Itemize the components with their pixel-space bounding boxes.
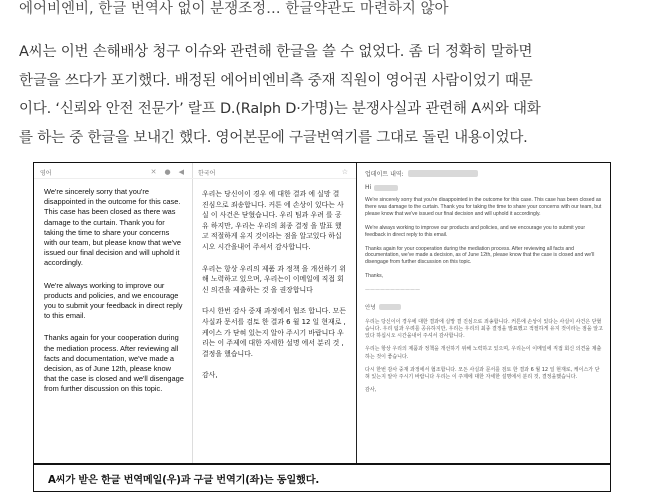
- email-greeting: [365, 184, 604, 191]
- email-subject: [365, 169, 604, 178]
- source-language-label: 영어: [40, 169, 52, 177]
- translated-paragraph: 우리는 당신이이 경우 에 대한 결과 에 실망 결 진심으로 죄송합니다. 커튼 에 손상이 있다는 사실 이 사건은 닫혔습니다. 우리 팀과 우려 를 공유 하지만, 우리는 우리의 최종 결정 을 발표 했고 적절하게 유지 것이라는 점을 알고있다 하십시오 시간을내어 주셔서 감사합니다.: [202, 190, 344, 251]
- redacted-block: [408, 170, 478, 177]
- redacted-name: [379, 304, 401, 310]
- source-paragraph: Thanks again for your cooperation during the mediation process. After reviewing all facts and documentation, we've made a decision, as of June 12th, please know that the case is closed and we'll disengage from further discussion on this topic.: [44, 333, 184, 394]
- target-language-label: 한국어: [198, 169, 216, 177]
- redacted-name: [374, 185, 398, 191]
- email-separator: ———————————: [365, 287, 420, 294]
- source-paragraph: We're sincerely sorry that you're disappointed in the outcome for this case. This case has been closed as there was damage to the curtain. Thank you for taking the time to share your concerns with our team, but please know that we've issued our final decision and will uphold it accordingly.: [44, 187, 181, 268]
- target-pane-header: [192, 163, 356, 179]
- source-text: [34, 179, 192, 395]
- paragraph-line: A씨는 이번 손해배상 청구 이슈와 관련해 한글을 쓸 수 없었다. 좀 더 정확히 말하면: [19, 44, 533, 60]
- email-paragraph: Thanks again for your cooperation during the mediation process. After reviewing all facts and documentation, we've made a decision, as of June 12th, please know that the case is closed and we'll disengage from further discussion on this topic.: [365, 245, 595, 266]
- email-korean-paragraph: 우리는 항상 우리의 제품과 정책을 개선하기 위해 노력하고 있으며, 우리는이 이메일에 직접 회신 의견을 제출하는 것이 좋습니다.: [365, 346, 602, 360]
- email-subject-label: 업데이트 내역:: [365, 171, 404, 178]
- comparison-figure: [33, 162, 611, 492]
- microphone-icon: ●: [164, 168, 171, 176]
- email-korean-paragraph: 우리는 당신이이 경우에 대한 결과에 실망 결 진심으로 죄송합니다. 커튼에 손상이 있다는 사실이 사건은 닫혔습니다. 우리 팀과 우려를 공유하지만, 우리는 우리의 최종 결정을 발표했고 적절하게 유지 것이라는 점을 알고있다 하십시오 시간을내어 주셔서 감사합니다.: [365, 319, 603, 340]
- email-korean-greeting: [365, 303, 604, 311]
- email-paragraph: We're sincerely sorry that you're disappointed in the outcome for this case. This case has been closed as there was damage to the curtain. Thank you for taking the time to share your concerns with our team, but please know that we've issued our final decision and will uphold it accordingly.: [365, 197, 602, 217]
- email-korean-paragraph: 다시 한번 감사 중재 과정에서 협조합니다. 모든 사실과 문서를 검토 한 결과 6 월 12 일 현재로, 케이스가 닫혀 있는지 알아 주시기 바랍니다 우리는 이 주제에 대한 자세한 설명에서 분리 것, 결정을했습니다.: [365, 366, 600, 380]
- google-translate-target-pane: [192, 163, 357, 463]
- clear-icon: ✕: [150, 168, 157, 176]
- email-english-body: [365, 197, 604, 280]
- korean-greeting-label: 안녕: [365, 305, 376, 312]
- star-icon: ☆: [341, 168, 348, 176]
- translated-paragraph: 다시 한번 감사 중재 과정에서 협조 합니다. 모든 사실과 문서를 검토 한 결과 6 월 12 일 현재로 , 케이스 가 닫혀 있는지 알아 주시기 바랍니다 우리는 이 주제에 대한 자세한 설명 에서 분리 것 , 결정을 했습니다.: [202, 307, 346, 358]
- email-korean-paragraph: 감사,: [365, 386, 377, 393]
- paragraph-line: 이다. ‘신뢰와 안전 전문가’ 랄프 D.(Ralph D·가명)는 분쟁사실과 관련해 A씨와 대화: [19, 101, 541, 117]
- article-paragraph: [19, 38, 649, 152]
- speaker-icon: ◀: [178, 168, 184, 176]
- airbnb-email-pane: [357, 163, 610, 463]
- paragraph-line: 를 하는 중 한글을 보내긴 했다. 영어본문에 구글번역기를 그대로 돌린 내용이었다.: [19, 129, 528, 146]
- source-pane-header: [34, 163, 192, 179]
- email-paragraph: We're always working to improve our products and policies, and we encourage you to submit your feedback in direct reply to this email.: [365, 224, 586, 238]
- translated-paragraph: 우리는 항상 우리의 제품 과 정책 을 개선하기 위해 노력하고 있으며, 우리는이 이메일에 직접 회신 의견을 제출하는 것 을 권장합니다: [202, 264, 346, 294]
- email-greeting-label: Hi: [365, 184, 372, 191]
- email-korean-body: [365, 319, 604, 394]
- translated-text: [192, 179, 356, 381]
- email-content: [357, 163, 610, 394]
- email-paragraph: Thanks,: [365, 273, 384, 280]
- source-paragraph: We're always working to improve our products and policies, and we encourage you to submit your feedback in direct reply to this email.: [44, 280, 183, 321]
- figure-caption: A씨가 받은 한글 번역메일(우)과 구글 번역기(좌)는 동일했다.: [34, 463, 610, 491]
- article-subheading: 에어비엔비, 한글 번역사 없이 분쟁조정… 한글약관도 마련하지 않아: [19, 1, 449, 17]
- translated-paragraph: 감사,: [202, 371, 218, 380]
- paragraph-line: 한글을 쓰다가 포기했다. 배정된 에어비엔비측 중재 직원이 영어권 사람이었기 때문: [19, 72, 533, 89]
- google-translate-source-pane: [34, 163, 193, 463]
